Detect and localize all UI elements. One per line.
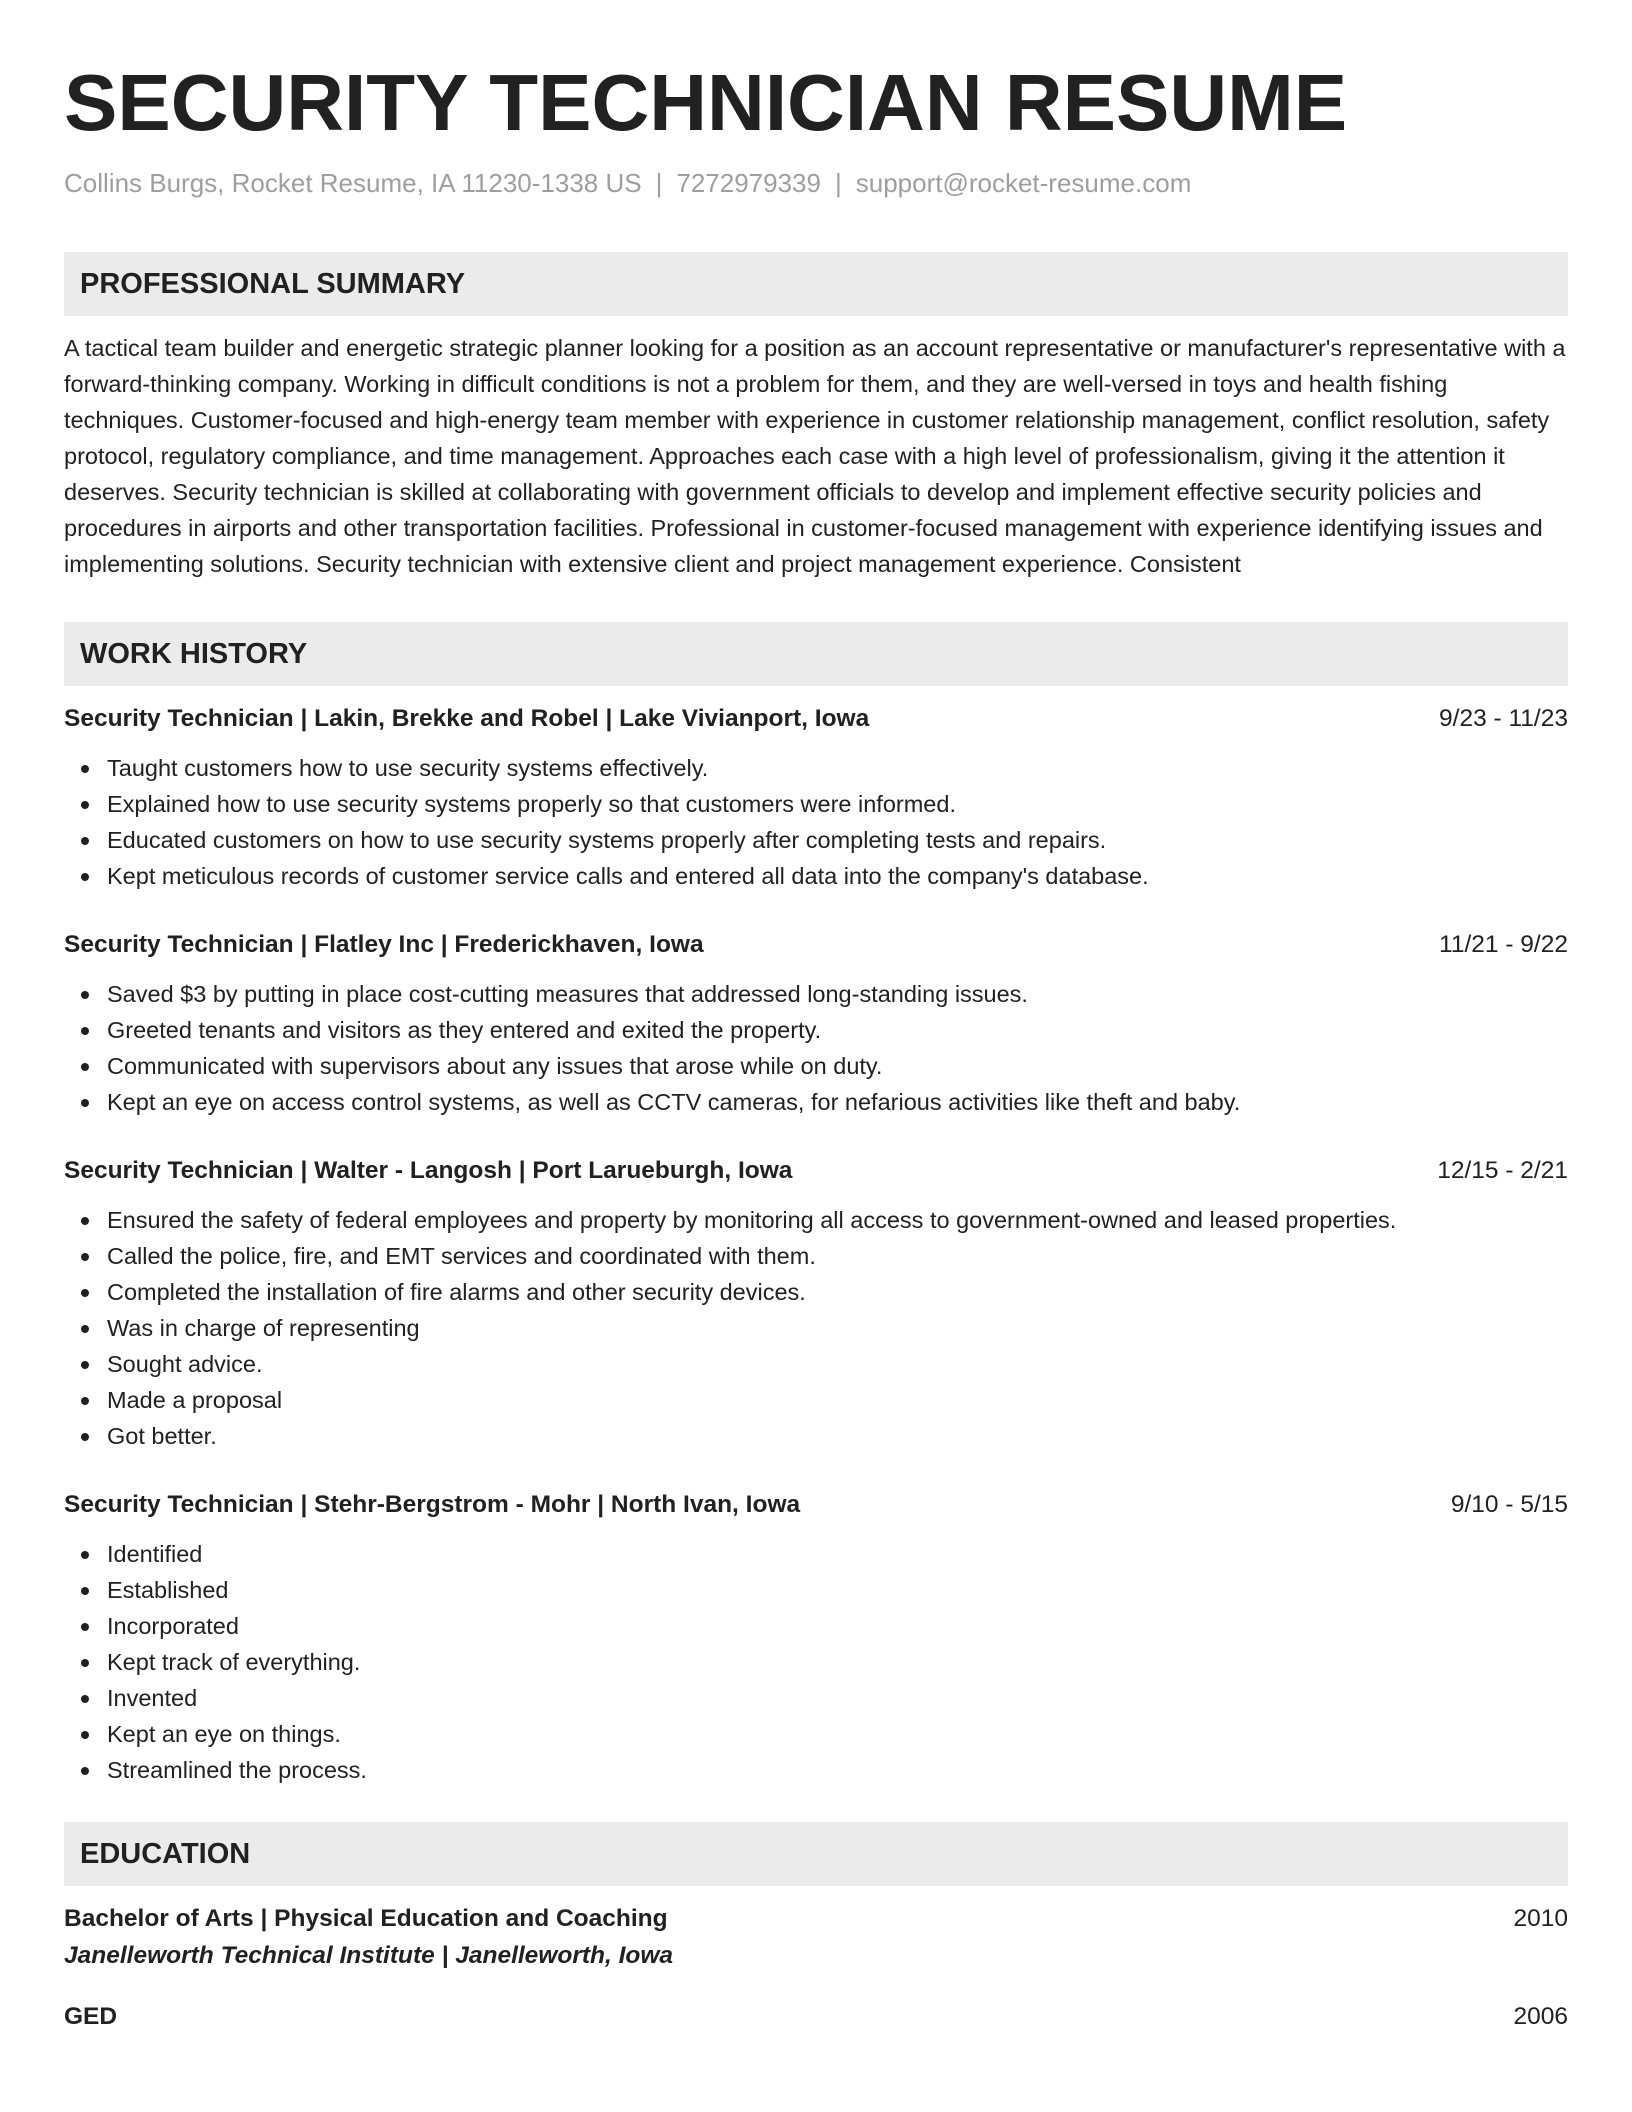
job-dates: 9/23 - 11/23 (1439, 705, 1568, 732)
job-bullet: Streamlined the process. (107, 1752, 1568, 1788)
job-bullet: Invented (107, 1680, 1568, 1716)
job-dates: 12/15 - 2/21 (1437, 1157, 1568, 1184)
education-degree: GED (64, 2003, 118, 2030)
work-section-header (64, 622, 1568, 686)
job-header (64, 928, 1568, 962)
summary-section-header (64, 252, 1568, 316)
work-heading: WORK HISTORY (80, 637, 308, 670)
job-entry (64, 1154, 1568, 1454)
job-bullet: Kept meticulous records of customer service calls and entered all data into the company's database. (107, 858, 1568, 894)
education-entry (64, 1902, 1568, 1976)
education-heading: EDUCATION (80, 1837, 251, 1870)
job-bullet: Kept track of everything. (107, 1644, 1568, 1680)
job-bullets (64, 1536, 1568, 1788)
contact-email: support@rocket-resume.com (855, 168, 1192, 198)
education-degree: Bachelor of Arts | Physical Education and Coaching (64, 1905, 668, 1932)
job-bullet: Taught customers how to use security systems effectively. (107, 750, 1568, 786)
job-bullet: Explained how to use security systems properly so that customers were informed. (107, 786, 1568, 822)
job-bullet: Established (107, 1572, 1568, 1608)
job-title: Security Technician | Lakin, Brekke and Robel | Lake Vivianport, Iowa (64, 705, 870, 732)
contact-separator: | (655, 168, 663, 198)
job-bullet: Kept an eye on things. (107, 1716, 1568, 1752)
job-bullets (64, 750, 1568, 894)
resume-title: SECURITY TECHNICIAN RESUME (64, 58, 1348, 147)
job-dates: 11/21 - 9/22 (1439, 931, 1568, 958)
job-bullet: Communicated with supervisors about any issues that arose while on duty. (107, 1048, 1568, 1084)
education-year: 2006 (1513, 2003, 1568, 2030)
job-bullets (64, 976, 1568, 1120)
job-header (64, 1488, 1568, 1522)
job-bullet: Got better. (107, 1418, 1568, 1454)
job-bullet: Incorporated (107, 1608, 1568, 1644)
education-year: 2010 (1513, 1905, 1568, 1932)
job-entry (64, 702, 1568, 894)
education-school: Janelleworth Technical Institute | Janelleworth, Iowa (64, 1942, 674, 1969)
job-title: Security Technician | Stehr-Bergstrom - Mohr | North Ivan, Iowa (64, 1491, 801, 1518)
job-entry (64, 1488, 1568, 1788)
job-bullets (64, 1202, 1568, 1454)
job-bullet: Made a proposal (107, 1382, 1568, 1418)
contact-phone: 7272979339 (676, 168, 821, 198)
job-bullet: Sought advice. (107, 1346, 1568, 1382)
summary-text: A tactical team builder and energetic strategic planner looking for a position as an account representative or manufacturer's representative with a forward-thinking company. Working in difficult conditions is not a problem for them, and they are well-versed in toys and health fishing techniques. Customer-focused and high-energy team member with experience in customer relationship management, conflict resolution, safety protocol, regulatory compliance, and time management. Approaches each case with a high level of professionalism, giving it the attention it deserves. Security technician is skilled at collaborating with government officials to develop and implement effective security policies and procedures in airports and other transportation facilities. Professional in customer-focused management with experience identifying issues and implementing solutions. Security technician with extensive client and project management experience. Consistent (64, 335, 1566, 577)
education-header (64, 2000, 1568, 2034)
job-bullet: Greeted tenants and visitors as they entered and exited the property. (107, 1012, 1568, 1048)
contact-separator: | (834, 168, 842, 198)
job-title: Security Technician | Walter - Langosh | Port Larueburgh, Iowa (64, 1157, 793, 1184)
education-header (64, 1902, 1568, 1936)
job-bullet: Completed the installation of fire alarms and other security devices. (107, 1274, 1568, 1310)
job-bullet: Kept an eye on access control systems, as well as CCTV cameras, for nefarious activities like theft and baby. (107, 1084, 1568, 1120)
job-entry (64, 928, 1568, 1120)
job-bullet: Ensured the safety of federal employees and property by monitoring all access to government-owned and leased properties. (107, 1202, 1568, 1238)
job-bullet: Was in charge of representing (107, 1310, 1568, 1346)
job-title: Security Technician | Flatley Inc | Frederickhaven, Iowa (64, 931, 704, 958)
summary-heading: PROFESSIONAL SUMMARY (80, 267, 466, 300)
job-header (64, 1154, 1568, 1188)
job-header (64, 702, 1568, 736)
job-bullet: Educated customers on how to use security systems properly after completing tests and repairs. (107, 822, 1568, 858)
job-bullet: Called the police, fire, and EMT services and coordinated with them. (107, 1238, 1568, 1274)
contact-line (64, 166, 1568, 200)
education-entry (64, 2000, 1568, 2034)
education-section-header (64, 1822, 1568, 1886)
job-bullet: Saved $3 by putting in place cost-cutting measures that addressed long-standing issues. (107, 976, 1568, 1012)
contact-address: Collins Burgs, Rocket Resume, IA 11230-1338 US (64, 168, 642, 198)
job-bullet: Identified (107, 1536, 1568, 1572)
resume-page (64, 58, 1568, 2034)
job-dates: 9/10 - 5/15 (1450, 1491, 1568, 1518)
